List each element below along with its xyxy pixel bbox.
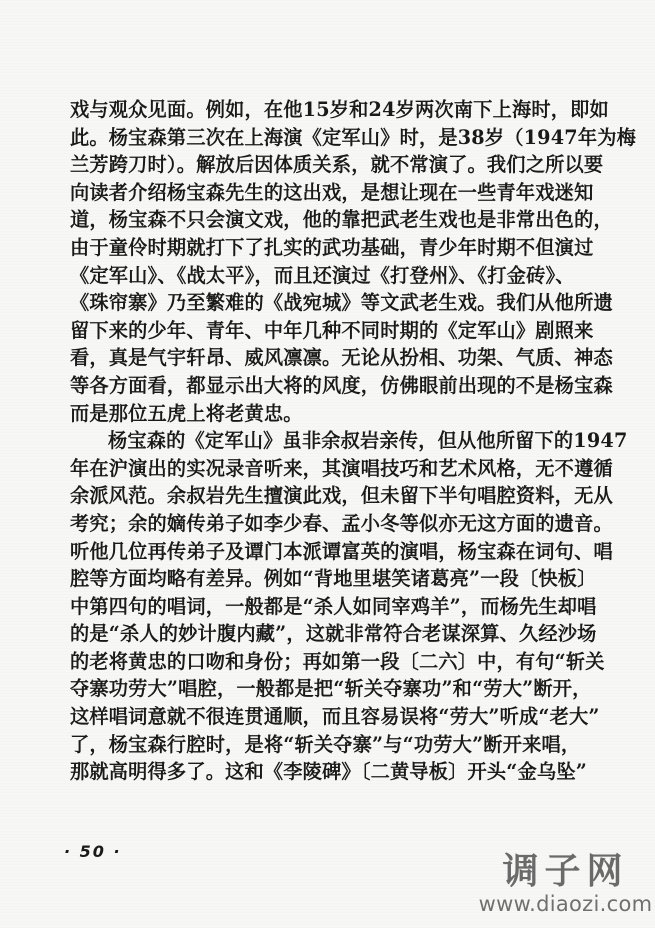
watermark-logo-text: 调子网 bbox=[502, 851, 629, 892]
text-line: 兰芳跨刀时）。解放后因体质关系，就不常演了。我们之所以要 bbox=[70, 153, 604, 177]
watermark-url: www.diaozi.com bbox=[478, 892, 653, 916]
text-line: 向读者介绍杨宝森先生的这出戏，是想让现在一些青年戏迷知 bbox=[70, 180, 594, 204]
text-line: 听他几位再传弟子及谭门本派谭富英的演唱，杨宝森在词句、唱 bbox=[70, 539, 613, 563]
body-text bbox=[70, 96, 636, 786]
text-line: 由于童伶时期就打下了扎实的武功基础，青少年时期不但演过 bbox=[70, 235, 594, 259]
text-line: 中第四句的唱词，一般都是“杀人如同宰鸡羊”，而杨先生却唱 bbox=[70, 594, 597, 618]
page-number: · 50 · bbox=[64, 842, 122, 861]
text-line: 夺寨功劳大”唱腔，一般都是把“斩关夺寨功”和“劳大”断开， bbox=[70, 677, 592, 701]
text-line: 看，真是气宇轩昂、威风凛凛。无论从扮相、功架、气质、神态 bbox=[70, 346, 613, 370]
text-line: 了，杨宝森行腔时，是将“斩关夺寨”与“功劳大”断开来唱， bbox=[70, 732, 581, 756]
text-line: 道，杨宝森不只会演文戏，他的靠把武老生戏也是非常出色的， bbox=[70, 208, 613, 232]
text-line: 《定军山》、《战太平》，而且还演过《打登州》、《打金砖》、 bbox=[70, 263, 575, 287]
text-line: 的老将黄忠的口吻和身份；再如第一段〔二六〕中，有句“斩关 bbox=[70, 649, 605, 673]
watermark bbox=[478, 852, 653, 916]
text-line: 留下来的少年、青年、中年几种不同时期的《定军山》剧照来 bbox=[70, 318, 594, 342]
text-line: 考究；余的嫡传弟子如李少春、孟小冬等似亦无这方面的遗音。 bbox=[70, 511, 613, 535]
text-line: 这样唱词意就不很连贯通顺，而且容易误将“劳大”听成“老大” bbox=[70, 705, 600, 729]
text-line: 此。杨宝森第三次在上海演《定军山》时，是38岁（1947年为梅 bbox=[70, 125, 636, 149]
text-line: 腔等方面均略有差异。例如“背地里堪笑诸葛亮”一段〔快板〕 bbox=[70, 567, 597, 591]
text-line: 的是“杀人的妙计腹内藏”，这就非常符合老谋深算、久经沙场 bbox=[70, 622, 597, 646]
text-line: 戏与观众见面。例如，在他15岁和24岁两次南下上海时，即如 bbox=[70, 98, 609, 121]
text-line: 年在沪演出的实况录音听来，其演唱技巧和艺术风格，无不遵循 bbox=[70, 456, 613, 480]
text-line: 那就高明得多了。这和《李陵碑》〔二黄导板〕开头“金乌坠” bbox=[70, 760, 587, 784]
text-line: 等各方面看，都显示出大将的风度，仿佛眼前出现的不是杨宝森 bbox=[70, 373, 613, 397]
text-line: 《珠帘寨》乃至繁难的《战宛城》等文武老生戏。我们从他所遗 bbox=[70, 291, 613, 315]
paragraph-start-line: 杨宝森的《定军山》虽非余叔岩亲传，但从他所留下的1947 bbox=[108, 429, 628, 453]
paragraph-end-line: 而是那位五虎上将老黄忠。 bbox=[70, 401, 303, 425]
text-line: 余派风范。余叔岩先生擅演此戏，但未留下半句唱腔资料，无从 bbox=[70, 484, 613, 508]
